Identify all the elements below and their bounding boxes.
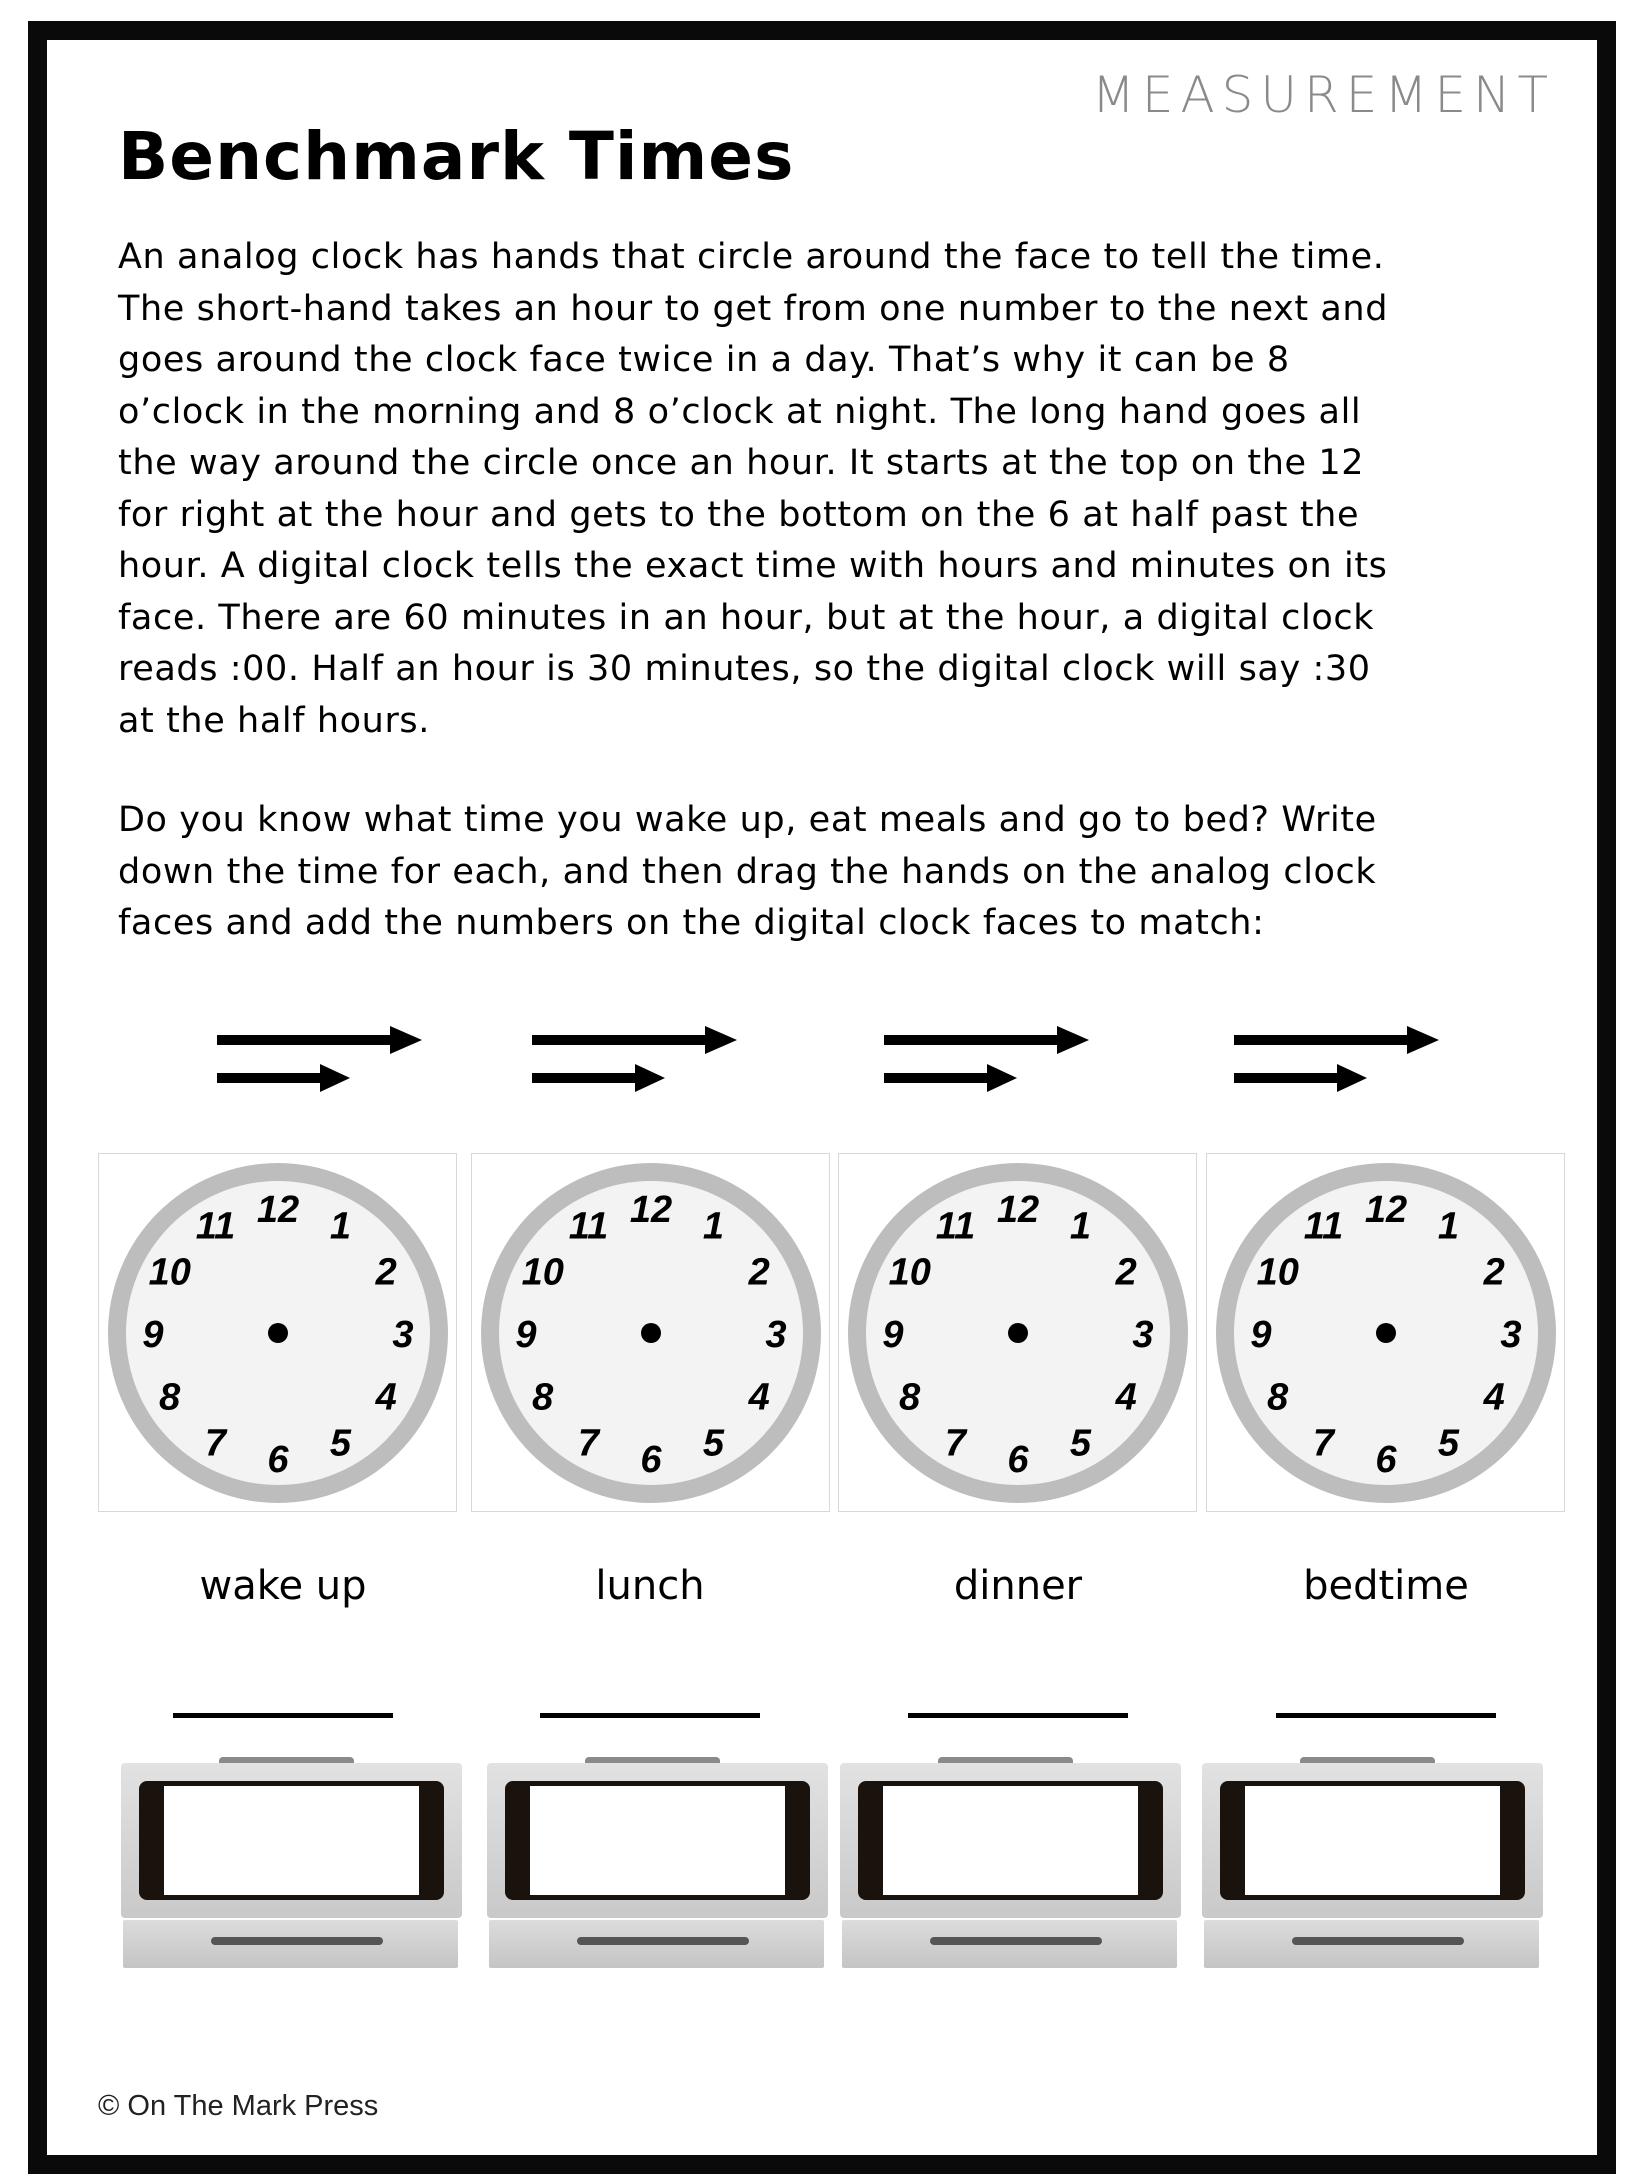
clock-number: 4	[748, 1376, 770, 1419]
clock-number: 4	[375, 1376, 397, 1419]
digital-clock-body	[840, 1763, 1181, 1918]
radio-tuner-slider	[1292, 1937, 1464, 1945]
clock-number: 2	[748, 1251, 770, 1294]
clock-number: 12	[1364, 1189, 1408, 1231]
digital-time-input[interactable]	[530, 1786, 785, 1895]
clock-number: 1	[1437, 1205, 1460, 1248]
time-write-line[interactable]	[908, 1713, 1128, 1718]
digital-clock-body	[487, 1763, 828, 1918]
paragraph-line: face. There are 60 minutes in an hour, but at the hour, a digital clock	[118, 597, 1375, 638]
clock-number: 4	[1115, 1376, 1137, 1419]
long-hand-arrow[interactable]	[884, 1026, 1089, 1054]
short-hand-arrow[interactable]	[532, 1064, 665, 1092]
clock-number: 12	[256, 1189, 300, 1231]
clock-number: 10	[148, 1251, 191, 1294]
clock-number: 7	[577, 1422, 600, 1465]
time-write-line[interactable]	[173, 1713, 393, 1718]
digital-clock-bezel	[858, 1781, 1163, 1900]
analog-clock[interactable]	[98, 1153, 457, 1512]
digital-clock-base	[489, 1920, 824, 1968]
clock-number: 6	[1007, 1439, 1029, 1481]
digital-clock-bezel	[139, 1781, 444, 1900]
paragraph-line: Do you know what time you wake up, eat meals and go to bed? Write	[118, 800, 1377, 840]
intro-paragraph	[118, 232, 1388, 747]
clock-number: 12	[996, 1189, 1040, 1231]
clock-number: 11	[1303, 1205, 1344, 1248]
digital-clock[interactable]	[838, 1757, 1183, 1969]
clock-number: 10	[521, 1251, 564, 1294]
paragraph-line: faces and add the numbers on the digital clock faces to match:	[118, 903, 1265, 943]
paragraph-line: down the time for each, and then drag the hands on the analog clock	[118, 851, 1377, 892]
clock-number: 7	[944, 1422, 967, 1465]
clock-number: 12	[629, 1189, 673, 1231]
clock-face-icon	[99, 1154, 456, 1511]
clock-number: 9	[515, 1314, 537, 1356]
digital-clock-bezel	[505, 1781, 810, 1900]
paragraph-line: The short-hand takes an hour to get from one number to the next and	[118, 288, 1389, 329]
clock-number: 9	[882, 1314, 904, 1356]
clock-number: 8	[159, 1376, 181, 1419]
clock-face-icon	[1207, 1154, 1564, 1511]
activity-label: dinner	[953, 1563, 1083, 1609]
clock-center-dot	[1008, 1323, 1028, 1343]
digital-clock-base	[123, 1920, 458, 1968]
digital-time-input[interactable]	[883, 1786, 1138, 1895]
digital-clock[interactable]	[485, 1757, 830, 1969]
clock-hands-arrows[interactable]	[884, 1020, 1094, 1100]
digital-clock-bezel	[1220, 1781, 1525, 1900]
radio-tuner-slider	[211, 1937, 383, 1945]
radio-tuner-slider	[577, 1937, 749, 1945]
clock-number: 5	[1437, 1422, 1460, 1465]
clock-face-icon	[839, 1154, 1196, 1511]
long-hand-arrow[interactable]	[532, 1026, 737, 1054]
digital-time-input[interactable]	[1245, 1786, 1500, 1895]
clock-number: 11	[935, 1205, 976, 1248]
paragraph-line: reads :00. Half an hour is 30 minutes, so the digital clock will say :30	[118, 649, 1371, 689]
clock-number: 5	[1069, 1422, 1092, 1465]
clock-number: 9	[142, 1314, 164, 1356]
clock-number: 3	[1500, 1314, 1522, 1356]
paragraph-line: for right at the hour and gets to the bottom on the 6 at half past the	[118, 494, 1360, 535]
clock-number: 1	[329, 1205, 352, 1248]
clock-number: 6	[640, 1439, 662, 1481]
analog-clock[interactable]	[1206, 1153, 1565, 1512]
hand-arrows-icon[interactable]	[217, 1020, 427, 1100]
clock-number: 5	[702, 1422, 725, 1465]
paragraph-line: at the half hours.	[118, 700, 430, 741]
activity-label: bedtime	[1303, 1563, 1469, 1609]
digital-clock-base	[842, 1920, 1177, 1968]
clock-center-dot	[1376, 1323, 1396, 1343]
clock-number: 2	[1115, 1251, 1137, 1294]
digital-clock-body	[1202, 1763, 1543, 1918]
page-title: Benchmark Times	[118, 118, 795, 195]
clock-number: 7	[1312, 1422, 1335, 1465]
clock-face-icon	[472, 1154, 829, 1511]
digital-clock-base	[1204, 1920, 1539, 1968]
clock-number: 6	[267, 1439, 289, 1481]
radio-tuner-slider	[930, 1937, 1102, 1945]
time-write-line[interactable]	[540, 1713, 760, 1718]
long-hand-arrow[interactable]	[1234, 1026, 1439, 1054]
hand-arrows-icon[interactable]	[1234, 1020, 1444, 1100]
clock-number: 9	[1250, 1314, 1272, 1356]
clock-number: 8	[899, 1376, 921, 1419]
section-label: MEASUREMENT	[1091, 66, 1555, 124]
clock-hands-arrows[interactable]	[532, 1020, 742, 1100]
hand-arrows-icon[interactable]	[884, 1020, 1094, 1100]
clock-number: 4	[1483, 1376, 1505, 1419]
paragraph-line: hour. A digital clock tells the exact time with hours and minutes on its	[118, 546, 1388, 586]
clock-number: 11	[195, 1205, 236, 1248]
digital-clock[interactable]	[119, 1757, 464, 1969]
clock-number: 10	[1256, 1251, 1299, 1294]
instruction-paragraph	[118, 795, 1377, 950]
digital-clock[interactable]	[1200, 1757, 1545, 1969]
clock-number: 3	[765, 1314, 787, 1356]
digital-time-input[interactable]	[164, 1786, 419, 1895]
digital-clock-body	[121, 1763, 462, 1918]
long-hand-arrow[interactable]	[217, 1026, 422, 1054]
activity-label: lunch	[595, 1563, 705, 1609]
clock-number: 2	[375, 1251, 397, 1294]
clock-center-dot	[641, 1323, 661, 1343]
copyright-footer: © On The Mark Press	[98, 2090, 379, 2122]
clock-number: 3	[1132, 1314, 1154, 1356]
clock-hands-arrows[interactable]	[217, 1020, 427, 1100]
clock-number: 2	[1483, 1251, 1505, 1294]
hand-arrows-icon[interactable]	[532, 1020, 742, 1100]
clock-hands-arrows[interactable]	[1234, 1020, 1444, 1100]
clock-number: 5	[329, 1422, 352, 1465]
clock-center-dot	[268, 1323, 288, 1343]
paragraph-line: goes around the clock face twice in a day. That’s why it can be 8	[118, 340, 1290, 380]
analog-clock[interactable]	[838, 1153, 1197, 1512]
clock-number: 11	[568, 1205, 609, 1248]
clock-number: 6	[1375, 1439, 1397, 1481]
short-hand-arrow[interactable]	[217, 1064, 350, 1092]
time-write-line[interactable]	[1276, 1713, 1496, 1718]
paragraph-line: the way around the circle once an hour. It starts at the top on the 12	[118, 443, 1365, 483]
clock-number: 3	[392, 1314, 414, 1356]
clock-number: 1	[1069, 1205, 1092, 1248]
clock-number: 8	[1267, 1376, 1289, 1419]
short-hand-arrow[interactable]	[1234, 1064, 1367, 1092]
short-hand-arrow[interactable]	[884, 1064, 1017, 1092]
clock-number: 10	[888, 1251, 931, 1294]
activity-label: wake up	[199, 1563, 367, 1609]
clock-number: 7	[204, 1422, 227, 1465]
clock-number: 8	[532, 1376, 554, 1419]
paragraph-line: An analog clock has hands that circle around the face to tell the time.	[118, 237, 1385, 277]
paragraph-line: o’clock in the morning and 8 o’clock at night. The long hand goes all	[118, 391, 1362, 432]
clock-number: 1	[702, 1205, 725, 1248]
analog-clock[interactable]	[471, 1153, 830, 1512]
